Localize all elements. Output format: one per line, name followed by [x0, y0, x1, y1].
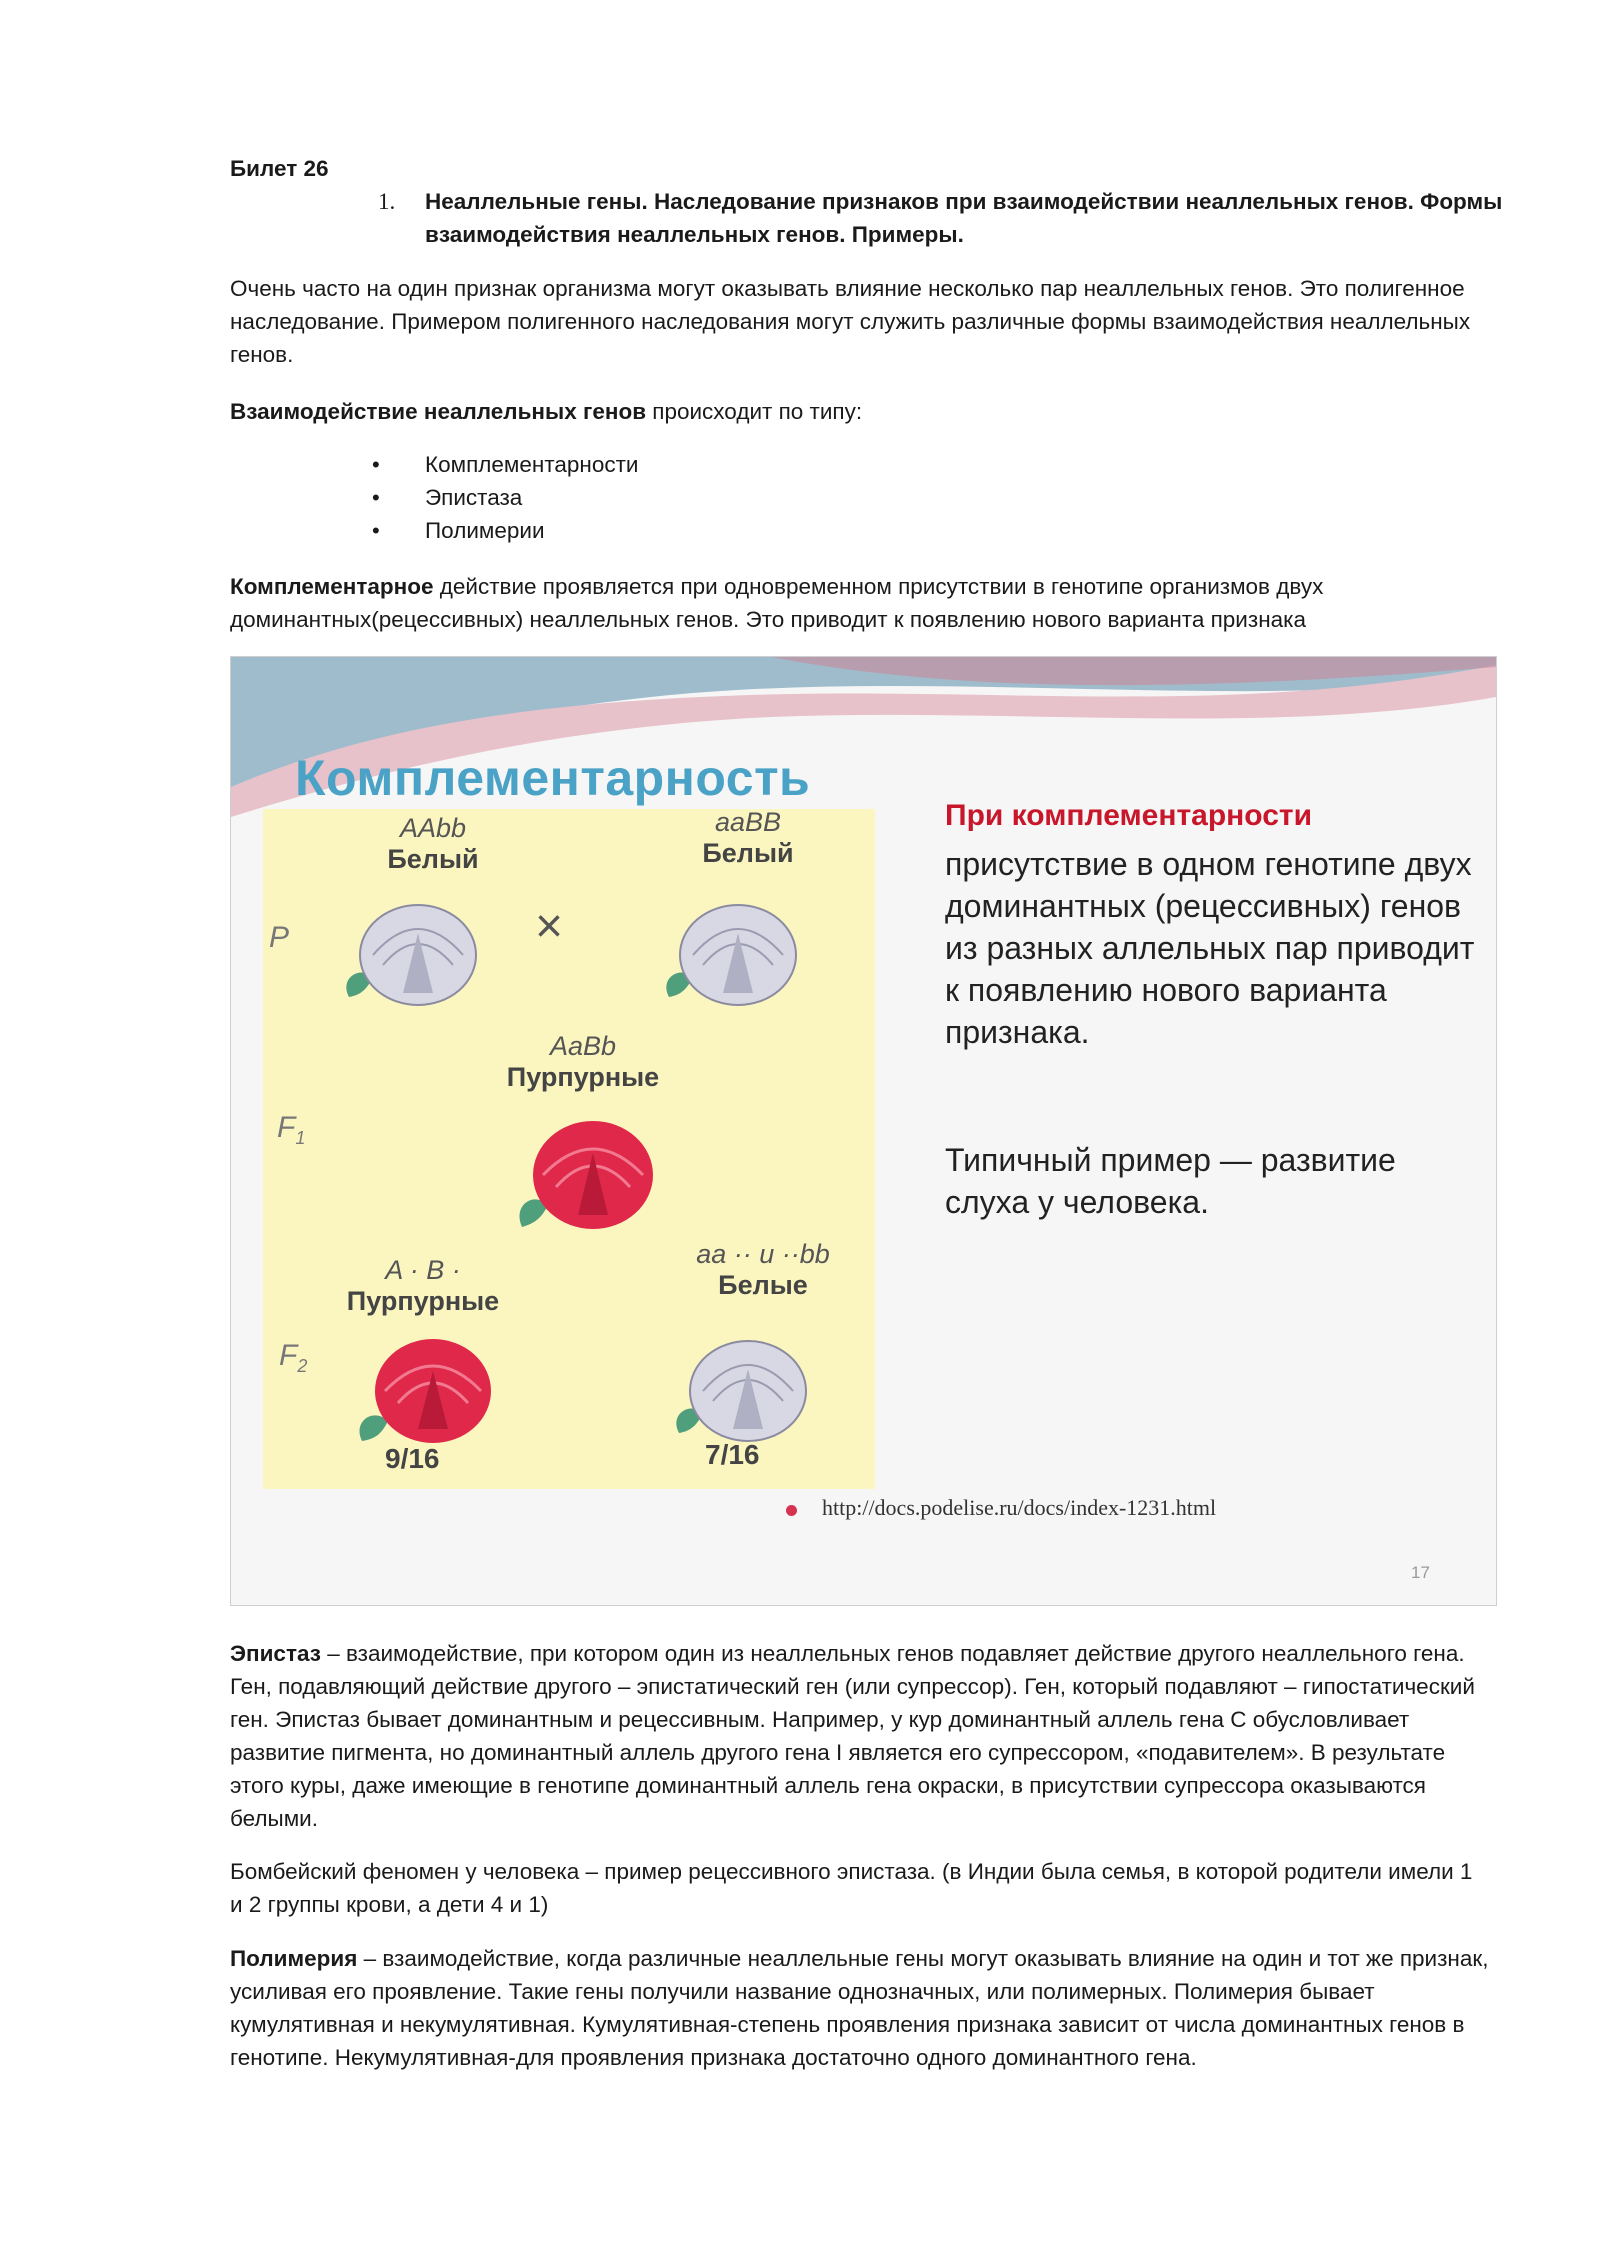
parent1-label	[343, 813, 523, 875]
list-item	[370, 514, 638, 547]
slide-number: 17	[1411, 1563, 1430, 1582]
bullet-icon: •	[372, 518, 380, 543]
f2-purple-phenotype: Пурпурные	[346, 1286, 500, 1316]
ticket-title: Билет 26	[230, 156, 329, 181]
slide-heading: При комплементарности	[945, 799, 1313, 832]
f2-purple-label	[323, 1255, 523, 1317]
complementary-paragraph	[230, 570, 1490, 636]
parent1-phenotype: Белый	[387, 844, 479, 874]
parent1-genotype: AAbb	[399, 813, 467, 843]
list-item-label: Эпистаза	[425, 485, 523, 510]
complementarity-slide-image	[230, 656, 1497, 1606]
complementary-rest: действие проявляется при одновременном присутствии в генотипе организмов двух доминантных(рецессивных) неаллельных генов. Это приводит к появлению нового варианта признака	[230, 574, 1324, 632]
slide-body-text: присутствие в одном генотипе двух доминантных (рецессивных) генов из разных аллельных пар приводит к появлению нового варианта признака.	[945, 846, 1475, 1050]
bombay-paragraph: Бомбейский феномен у человека – пример рецессивного эпистаза. (в Индии была семья, в которой родители имели 1 и 2 группы крови, а дети 4 и 1)	[230, 1859, 1473, 1917]
slide-title: Комплементарность	[295, 750, 811, 806]
f2-purple-ratio: 9/16	[385, 1443, 440, 1474]
f2-white-phenotype: Белые	[718, 1270, 808, 1300]
list-item	[370, 448, 638, 481]
slide-example-text: Типичный пример — развитие слуха у человека.	[945, 1142, 1396, 1220]
bullet-icon	[786, 1505, 797, 1516]
f2-purple-genotype: A · B ·	[385, 1255, 461, 1285]
types-rest: происходит по типу:	[646, 399, 863, 424]
types-list	[370, 448, 638, 547]
question-number: 1.	[378, 189, 396, 214]
complementary-bold: Комплементарное	[230, 574, 434, 599]
epistasis-paragraph	[230, 1637, 1490, 1835]
cross-diagram-panel	[263, 809, 875, 1489]
polymery-bold: Полимерия	[230, 1946, 358, 1971]
types-paragraph	[230, 395, 1490, 428]
f2-white-ratio: 7/16	[705, 1439, 760, 1470]
list-item-label: Полимерии	[425, 518, 545, 543]
white-flower-icon	[333, 893, 483, 1023]
generation-p-label: P	[269, 921, 290, 954]
list-item-label: Комплементарности	[425, 452, 639, 477]
question-text: Неаллельные гены. Наследование признаков при взаимодействии неаллельных генов. Формы взаимодействия неаллельных генов. Примеры.	[425, 189, 1503, 247]
f1-phenotype: Пурпурные	[506, 1062, 660, 1092]
f1-subscript: 1	[295, 1128, 306, 1148]
source-url: http://docs.podelise.ru/docs/index-1231.html	[822, 1495, 1217, 1520]
parent2-label	[658, 807, 838, 869]
f1-letter: F	[277, 1111, 296, 1144]
purple-flower-icon	[348, 1329, 498, 1459]
types-bold: Взаимодействие неаллельных генов	[230, 399, 647, 424]
intro-paragraph: Очень часто на один признак организма могут оказывать влияние несколько пар неаллельных генов. Это полигенное наследование. Примером полигенного наследования могут служить различные формы взаимодействия неаллельных генов.	[230, 276, 1471, 367]
polymery-rest: – взаимодействие, когда различные неаллельные гены могут оказывать влияние на один и тот же признак, усиливая его проявление. Такие гены получили название однозначных, или полимерных. Полимерия бывает кумулятивная и некумулятивная. Кумулятивная-степень проявления признака зависит от числа доминантных генов в генотипе. Некумулятивная-для проявления признака достаточно одного доминантного гена.	[230, 1946, 1489, 2070]
f2-letter: F	[279, 1339, 298, 1372]
generation-f2-label	[279, 1339, 307, 1377]
f2-white-label	[663, 1239, 863, 1301]
cross-sign: ×	[535, 900, 564, 953]
parent2-phenotype: Белый	[702, 838, 794, 868]
parent2-genotype: aaBB	[714, 807, 782, 837]
white-flower-icon	[653, 893, 803, 1023]
list-item	[370, 481, 638, 514]
f2-subscript: 2	[297, 1356, 308, 1376]
generation-f1-label	[277, 1111, 305, 1149]
purple-flower-icon	[508, 1109, 658, 1249]
polymery-paragraph	[230, 1942, 1490, 2074]
f1-label	[473, 1031, 693, 1093]
epistasis-bold: Эпистаз	[230, 1641, 321, 1666]
bullet-icon: •	[372, 452, 380, 477]
bullet-icon: •	[372, 485, 380, 510]
f2-white-genotype: aa ·· и ··bb	[696, 1239, 830, 1269]
f1-genotype: AaBb	[549, 1031, 617, 1061]
epistasis-rest: – взаимодействие, при котором один из неаллельных генов подавляет действие другого неаллельного гена. Ген, подавляющий действие другого – эпистатический ген (или супрессор). Ген, который подавляют – гипостатический ген. Эпистаз бывает доминантным и рецессивным. Например, у кур доминантный аллель гена С обусловливает развитие пигмента, но доминантный аллель другого гена I является его супрессором, «подавителем». В результате этого куры, даже имеющие в генотипе доминантный аллель гена окраски, в присутствии супрессора оказываются белыми.	[230, 1641, 1475, 1831]
